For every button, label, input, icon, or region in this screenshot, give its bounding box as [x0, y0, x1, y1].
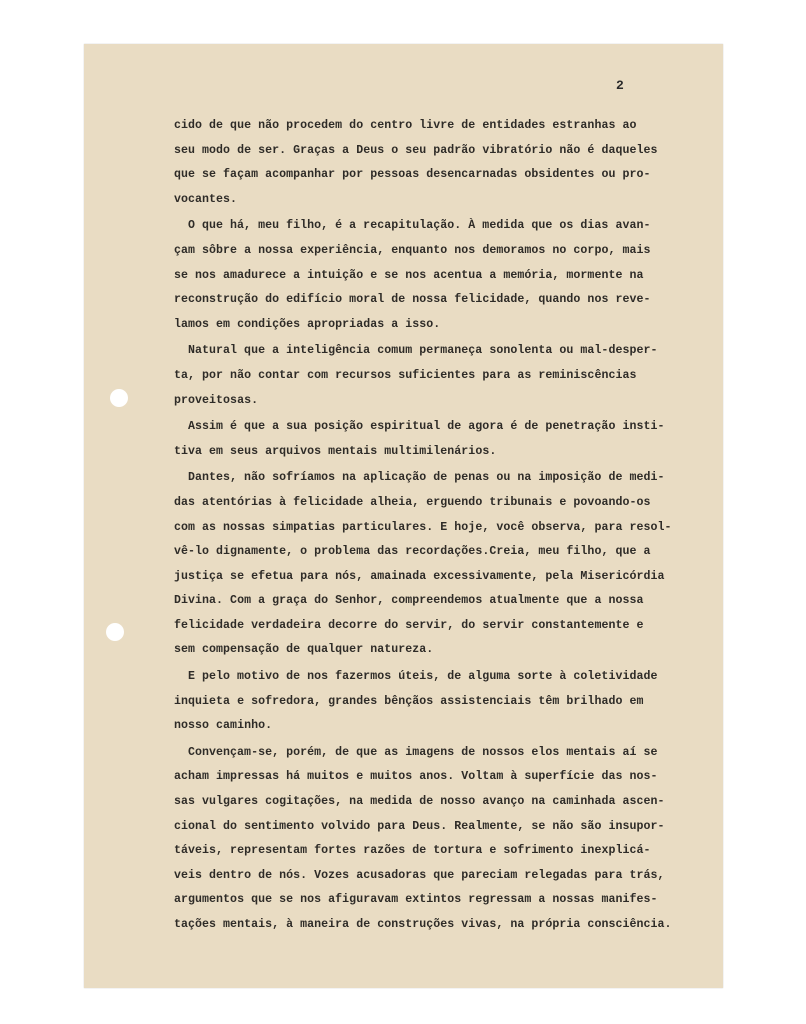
text-line: E pelo motivo de nos fazermos úteis, de alguma sorte à coletividade [188, 670, 658, 684]
text-line: sem compensação de qualquer natureza. [174, 643, 434, 657]
text-line: lamos em condições apropriadas a isso. [174, 317, 441, 331]
text-line: veis dentro de nós. Vozes acusadoras que pareciam relegadas para trás, [174, 868, 665, 882]
paragraph [174, 665, 696, 739]
text-line: seu modo de ser. Graças a Deus o seu padrão vibratório não é daqueles [174, 143, 658, 157]
letter-body [174, 114, 696, 940]
text-line: acham impressas há muitos e muitos anos. Voltam à superfície das nos- [174, 770, 658, 784]
text-line: que se façam acompanhar por pessoas desencarnadas obsidentes ou pro- [174, 168, 651, 182]
paragraph [174, 741, 696, 938]
text-line: tações mentais, à maneira de construções vivas, na própria consciência. [174, 918, 672, 931]
paragraph [174, 339, 696, 413]
text-line: Convençam-se, porém, de que as imagens de nossos elos mentais aí se [188, 745, 658, 759]
paragraph [174, 466, 696, 663]
paragraph [174, 114, 696, 212]
text-line: ta, por não contar com recursos suficientes para as reminiscências [174, 368, 637, 382]
text-line: Dantes, não sofríamos na aplicação de penas ou na imposição de medi- [188, 471, 665, 485]
punch-hole [106, 623, 124, 641]
text-line: reconstrução do edifício moral de nossa felicidade, quando nos reve- [174, 293, 651, 307]
text-line: inquieta e sofredora, grandes bênçãos assistenciais têm brilhado em [174, 694, 644, 708]
text-line: nosso caminho. [174, 719, 273, 733]
text-line: se nos amadurece a intuição e se nos acentua a memória, mormente na [174, 268, 644, 282]
text-line: Divina. Com a graça do Senhor, compreendemos atualmente que a nossa [174, 594, 644, 608]
text-line: cido de que não procedem do centro livre de entidades estranhas ao [174, 119, 637, 132]
text-line: felicidade verdadeira decorre do servir, do servir constantemente e [174, 618, 644, 632]
typewritten-page [84, 44, 723, 988]
text-line: justiça se efetua para nós, amainada excessivamente, pela Misericórdia [174, 569, 665, 583]
text-line: com as nossas simpatias particulares. E hoje, você observa, para resol- [174, 520, 672, 534]
text-line: vê-lo dignamente, o problema das recordações.Creia, meu filho, que a [174, 545, 651, 559]
text-line: tiva em seus arquivos mentais multimilenários. [174, 444, 497, 458]
text-line: cional do sentimento volvido para Deus. Realmente, se não são insupor- [174, 819, 665, 833]
text-line: argumentos que se nos afiguravam extintos regressam a nossas manifes- [174, 893, 658, 907]
text-line: çam sôbre a nossa experiência, enquanto nos demoramos no corpo, mais [174, 243, 651, 257]
text-line: O que há, meu filho, é a recapitulação. À medida que os dias avan- [188, 219, 651, 233]
text-line: das atentórias à felicidade alheia, erguendo tribunais e povoando-os [174, 495, 651, 509]
text-line: sas vulgares cogitações, na medida de nosso avanço na caminhada ascen- [174, 795, 665, 809]
text-line: Assim é que a sua posição espiritual de agora é de penetração insti- [188, 420, 665, 434]
paragraph [174, 415, 696, 464]
punch-hole [110, 389, 128, 407]
text-line: vocantes. [174, 192, 238, 206]
page-number: 2 [616, 78, 624, 93]
text-line: Natural que a inteligência comum permaneça sonolenta ou mal-desper- [188, 344, 658, 358]
paragraph [174, 214, 696, 337]
text-line: táveis, representam fortes razões de tortura e sofrimento inexplicá- [174, 844, 651, 858]
text-line: proveitosas. [174, 393, 259, 407]
